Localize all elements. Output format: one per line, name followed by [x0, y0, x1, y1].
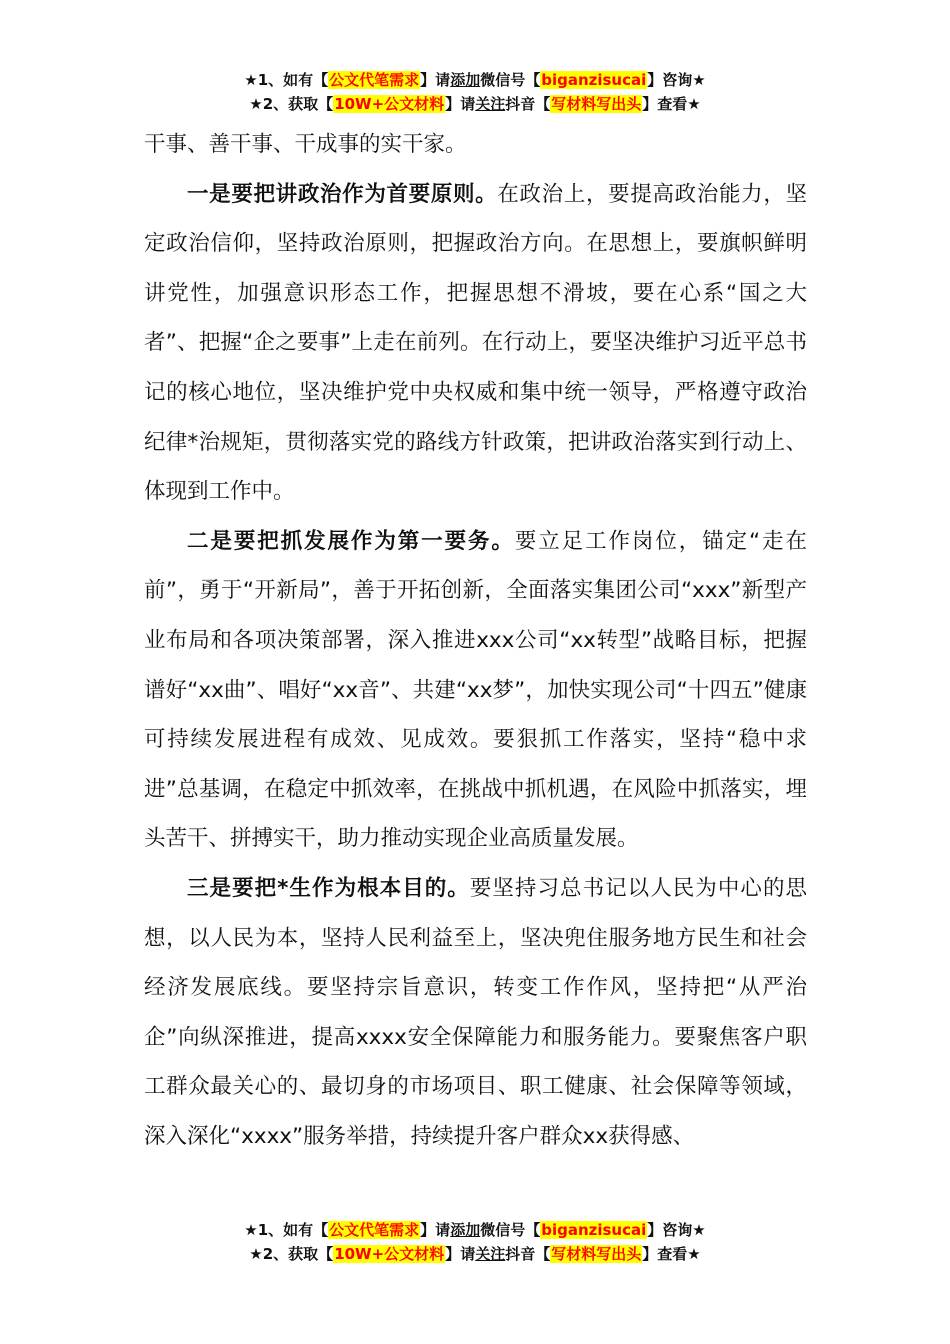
promo-wechat-id: biganzisucai — [541, 71, 647, 89]
promo-text: 抖音【 — [505, 1245, 551, 1263]
promo-underlined: 添加 — [450, 1221, 481, 1239]
promo-highlight: 10W+公文材料 — [334, 1245, 445, 1263]
promo-text: 微信号【 — [480, 1221, 541, 1239]
promo-wechat-id: biganzisucai — [541, 1221, 647, 1239]
promo-text: 抖音【 — [505, 95, 551, 113]
promo-underlined: 关注 — [475, 1245, 506, 1263]
paragraph-body: 要坚持习总书记以人民为中心的思想，以人民为本，坚持人民利益至上，坚决兜住服务地方民生和社会经济发展底线。要坚持宗旨意识，转变工作作风，坚持把“从严治企”向纵深推进，提高xxxx安全保障能力和服务能力。要聚焦客户职工群众最关心的、最切身的市场项目、职工健康、社会保障等领域，深入深化“xxxx”服务举措，持续提升客户群众xx获得感、 — [144, 875, 807, 1149]
paragraph-livelihood — [144, 864, 807, 1162]
promo-text: 】请 — [445, 1245, 476, 1263]
promo-highlight: 公文代笔需求 — [329, 71, 420, 89]
header-promo-banner — [0, 68, 950, 116]
paragraph-body: 要立足工作岗位，锚定“走在前”，勇于“开新局”，善于开拓创新，全面落实集团公司“xxx”新型产业布局和各项决策部署，深入推进xxx公司“xx转型”战略目标，把握谱好“xx曲”、唱好“xx音”、共建“xx梦”，加快实现公司“十四五”健康可持续发展进程有成效、见成效。要狠抓工作落实，坚持“稳中求进”总基调，在稳定中抓效率，在挑战中抓机遇，在风险中抓落实，埋头苦干、拼搏实干，助力推动实现企业高质量发展。 — [144, 528, 807, 852]
promo-text: 】查看★ — [642, 95, 701, 113]
promo-text: ★1、如有【 — [244, 1221, 329, 1239]
promo-text: ★1、如有【 — [244, 71, 329, 89]
promo-text: 】请 — [420, 71, 451, 89]
paragraph-body: 在政治上，要提高政治能力，坚定政治信仰，坚持政治原则，把握政治方向。在思想上，要旗帜鲜明讲党性，加强意识形态工作，把握思想不滑坡，要在心系“国之大者”、把握“企之要事”上走在前列。在行动上，要坚决维护习近平总书记的核心地位，坚决维护党中央权威和集中统一领导，严格遵守政治纪律*治规矩，贯彻落实党的路线方针政策，把讲政治落实到行动上、体现到工作中。 — [144, 181, 807, 505]
paragraph-development — [144, 517, 807, 864]
promo-text: 】咨询★ — [647, 71, 706, 89]
promo-underlined: 添加 — [450, 71, 481, 89]
promo-line-1 — [0, 68, 950, 92]
promo-text: 】查看★ — [642, 1245, 701, 1263]
paragraph-lead: 三是要把*生作为根本目的。 — [187, 875, 470, 901]
promo-text: 】请 — [445, 95, 476, 113]
promo-douyin-id: 写材料写出头 — [551, 1245, 642, 1263]
paragraph-politics — [144, 170, 807, 517]
promo-underlined: 关注 — [475, 95, 506, 113]
promo-line-2 — [0, 1242, 950, 1266]
paragraph-continuation: 干事、善干事、干成事的实干家。 — [144, 132, 467, 157]
paragraph-lead: 二是要把抓发展作为第一要务。 — [187, 528, 515, 554]
promo-text: ★2、获取【 — [249, 1245, 334, 1263]
footer-promo-banner — [0, 1218, 950, 1266]
promo-text: ★2、获取【 — [249, 95, 334, 113]
promo-highlight: 公文代笔需求 — [329, 1221, 420, 1239]
promo-line-2 — [0, 92, 950, 116]
promo-douyin-id: 写材料写出头 — [551, 95, 642, 113]
promo-text: 微信号【 — [480, 71, 541, 89]
promo-line-1 — [0, 1218, 950, 1242]
promo-text: 】咨询★ — [647, 1221, 706, 1239]
paragraph-lead: 一是要把讲政治作为首要原则。 — [187, 181, 498, 207]
promo-highlight: 10W+公文材料 — [334, 95, 445, 113]
document-body — [144, 120, 807, 1161]
promo-text: 】请 — [420, 1221, 451, 1239]
